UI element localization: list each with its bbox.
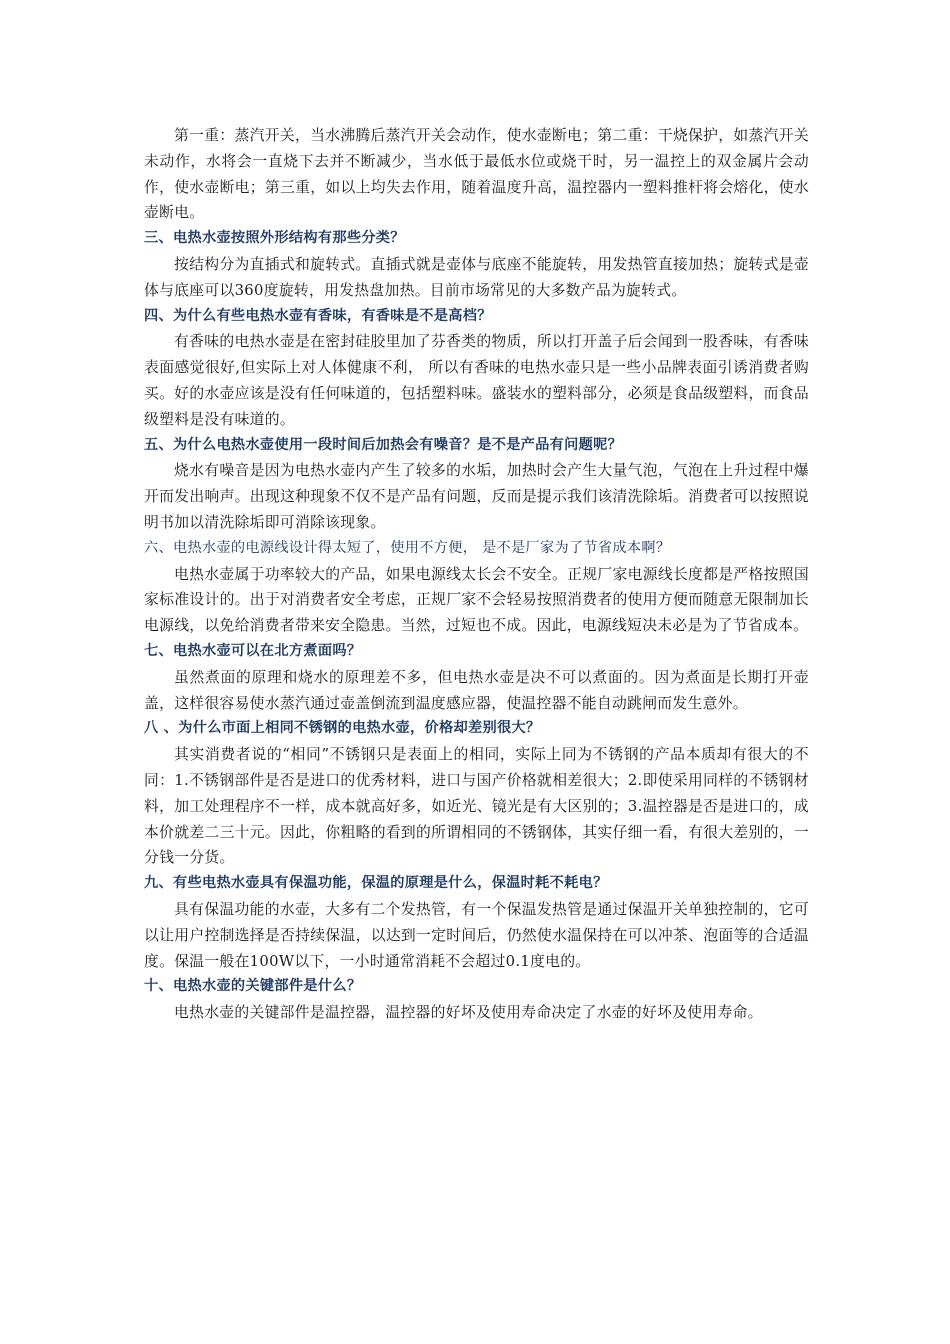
section-body-4: 有香味的电热水壶是在密封硅胶里加了芬香类的物质，所以打开盖子后会闻到一股香味，有香味表面感觉很好,但实际上对人体健康不利， 所以有香味的电热水壶只是一些小品牌表面引诱消费者购买。好的水壶应该是没有任何味道的，包括塑料味。盛装水的塑料部分，必须是食品级塑料，而食品级塑料是没有味道的。 bbox=[144, 333, 809, 428]
section-body-7: 虽然煮面的原理和烧水的原理差不多，但电热水壶是决不可以煮面的。因为煮面是长期打开壶盖，这样很容易使水蒸汽通过壶盖倒流到温度感应器，使温控器不能自动跳闸而发生意外。 bbox=[144, 668, 809, 712]
section-heading-10: 十、电热水壶的关键部件是什么？ bbox=[144, 978, 362, 995]
section-body-10: 电热水壶的关键部件是温控器，温控器的好坏及使用寿命决定了水壶的好坏及使用寿命。 bbox=[174, 1004, 763, 1022]
section-heading-6: 六、电热水壶的电源线设计得太短了，使用不方便， 是不是厂家为了节省成本啊？ bbox=[144, 539, 671, 556]
section-heading-3: 三、电热水壶按照外形结构有那些分类？ bbox=[144, 230, 405, 247]
section-heading-4: 四、为什么有些电热水壶有香味，有香味是不是高档？ bbox=[144, 307, 492, 324]
section-heading-5: 五、为什么电热水壶使用一段时间后加热会有噪音？是不是产品有问题呢？ bbox=[144, 436, 623, 453]
section-heading-8: 八 、为什么市面上相同不锈钢的电热水壶，价格却差别很大？ bbox=[144, 720, 541, 737]
section-heading-9: 九、有些电热水壶具有保温功能，保温的原理是什么，保温时耗不耗电？ bbox=[144, 875, 608, 892]
section-body-5: 烧水有噪音是因为电热水壶内产生了较多的水垢，加热时会产生大量气泡，气泡在上升过程中爆开而发出响声。出现这种现象不仅不是产品有问题，反而是提示我们该清洗除垢。消费者可以按照说明书加以清洗除垢即可消除该现象。 bbox=[144, 462, 809, 531]
document-page bbox=[144, 123, 809, 1026]
intro-paragraph: 第一重：蒸汽开关，当水沸腾后蒸汽开关会动作，使水壶断电；第二重：干烧保护，如蒸汽开关未动作，水将会一直烧下去并不断减少，当水低于最低水位或烧干时，另一温控上的双金属片会动作，使水壶断电；第三重，如以上均失去作用，随着温度升高，温控器内一塑料推杆将会熔化，使水壶断电。 bbox=[144, 127, 809, 222]
section-body-9: 具有保温功能的水壶，大多有二个发热管，有一个保温发热管是通过保温开关单独控制的，它可以让用户控制选择是否持续保温，以达到一定时间后，仍然使水温保持在可以冲茶、泡面等的合适温度。保温一般在100W以下，一小时通常消耗不会超过0.1度电的。 bbox=[144, 900, 809, 970]
section-body-3: 按结构分为直插式和旋转式。直插式就是壶体与底座不能旋转，用发热管直接加热；旋转式是壶体与底座可以360度旋转，用发热盘加热。目前市场常见的大多数产品为旋转式。 bbox=[144, 255, 809, 299]
section-heading-7: 七、电热水壶可以在北方煮面吗？ bbox=[144, 642, 362, 659]
section-body-8: 其实消费者说的“相同”不锈钢只是表面上的相同，实际上同为不锈钢的产品本质却有很大的不同：1.不锈钢部件是否是进口的优秀材料，进口与国产价格就相差很大；2.即使采用同样的不锈钢材料，加工处理程序不一样，成本就高好多，如近光、镜光是有大区别的；3.温控器是否是进口的，成本价就差二三十元。因此，你粗略的看到的所谓相同的不锈钢体，其实仔细一看，有很大差别的，一分钱一分货。 bbox=[144, 746, 809, 867]
section-body-6: 电热水壶属于功率较大的产品，如果电源线太长会不安全。正规厂家电源线长度都是严格按照国家标准设计的。出于对消费者安全考虑，正规厂家不会轻易按照消费者的使用方便而随意无限制加长电源线，以免给消费者带来安全隐患。当然，过短也不成。因此，电源线短决未必是为了节省成本。 bbox=[144, 565, 809, 635]
